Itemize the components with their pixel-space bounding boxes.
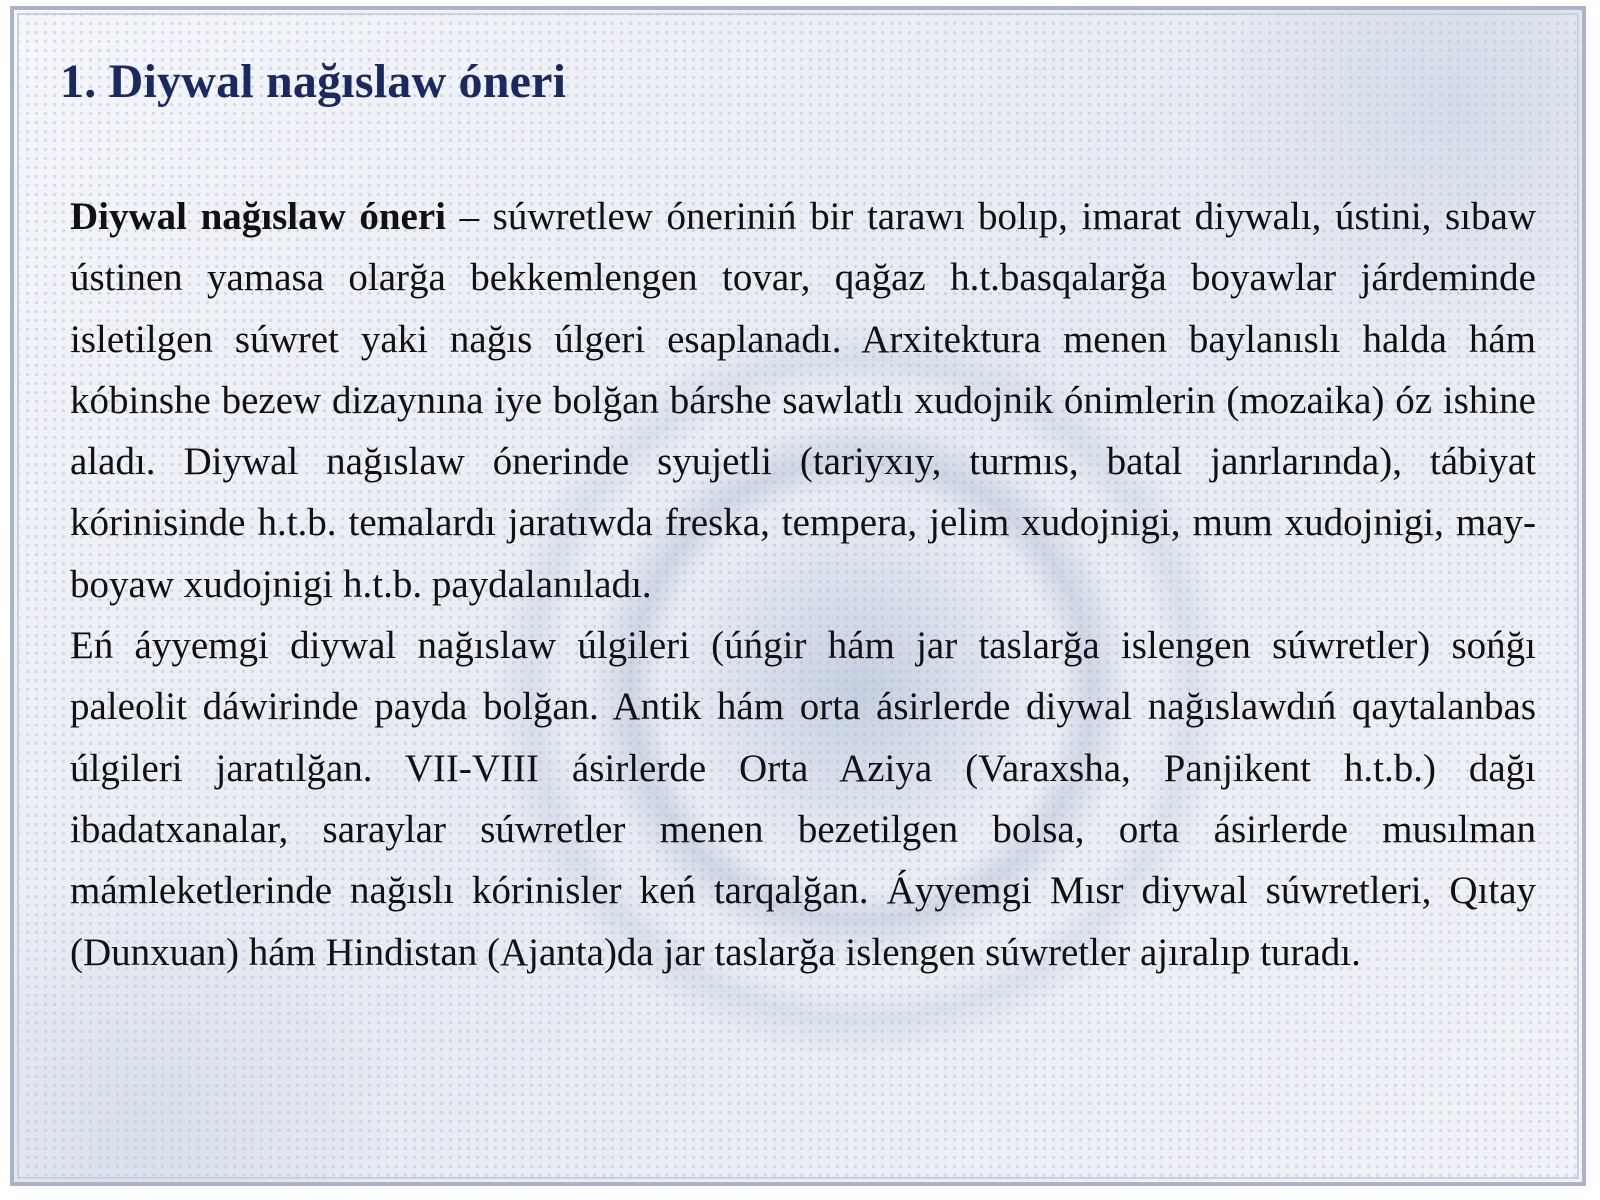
slide <box>10 6 1586 1186</box>
paragraph-history: Eń áyyemgi diywal nağıslaw úlgileri (úńgir hám jar taslarğa islengen súwretler) sońğı paleolit dáwirinde payda bolğan. Antik hám orta ásirlerde diywal nağıslawdıń qaytalanbas úlgileri jaratılğan. VII-VIII ásirlerde Orta Aziya (Varaxsha, Panjikent h.t.b.) dağı ibadatxanalar, saraylar súwretler menen bezetilgen bolsa, orta ásirlerde musılman mámleketlerinde nağıslı kórinisler keń tarqalğan. Áyyemgi Mısr diywal súwretleri, Qıtay (Dunxuan) hám Hindistan (Ajanta)da jar taslarğa islengen súwretler ajıralıp turadı. <box>70 624 1536 974</box>
term-bold: Diywal nağıslaw óneri <box>70 195 447 238</box>
slide-body <box>70 186 1536 983</box>
paragraph-definition <box>70 186 1536 615</box>
definition-text: – súwretlew óneriniń bir tarawı bolıp, imarat diywalı, ústini, sıbaw ústinen yamasa olarğa bekkemlengen tovar, qağaz h.t.basqalarğa boyawlar járdeminde isletilgen súwret yaki nağıs úlgeri esaplanadı. Arxitektura menen baylanıslı halda hám kóbinshe bezew dizaynına iye bolğan bárshe sawlatlı xudojnik ónimlerin (mozaika) óz ishine aladı. Diywal nağıslaw ónerinde syujetli (tariyxıy, turmıs, batal janrlarında), tábiyat kórinisinde h.t.b. temalardı jaratıwda freska, tempera, jelim xudojnigi, mum xudojnigi, may-boyaw xudojnigi h.t.b. paydalanıladı. <box>70 195 1536 606</box>
slide-title: 1. Diywal nağıslaw óneri <box>60 55 567 108</box>
